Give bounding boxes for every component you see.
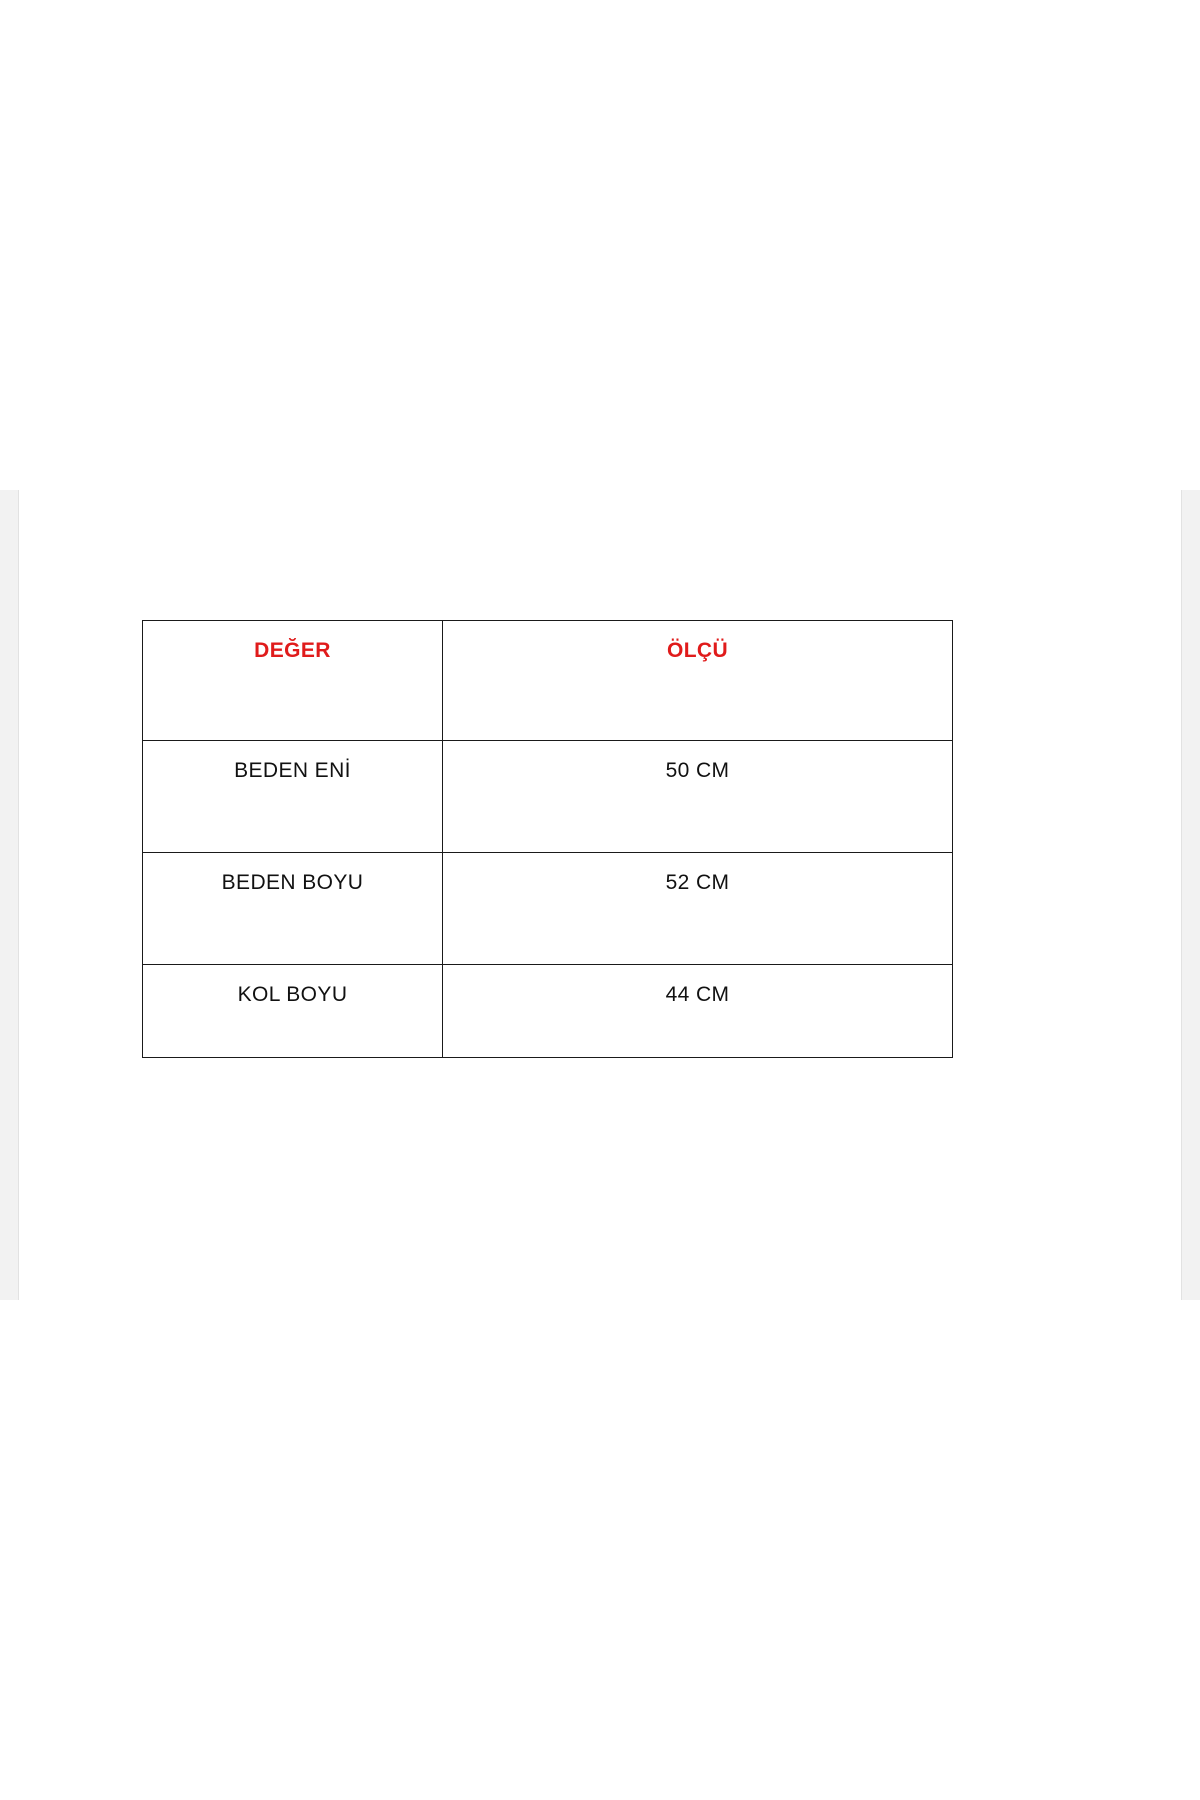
band-edge-line-right [1181,490,1182,1300]
table-row [143,741,953,853]
table-cell-value: 50 CM [443,741,953,853]
table-header-cell-measure: ÖLÇÜ [443,621,953,741]
table-cell-value: 52 CM [443,853,953,965]
table-cell-label: KOL BOYU [143,965,443,1058]
table-cell-label: BEDEN ENİ [143,741,443,853]
table-header-cell-value-name: DEĞER [143,621,443,741]
band-edge-line-left [18,490,19,1300]
table-row [143,965,953,1058]
table-cell-value: 44 CM [443,965,953,1058]
table-header-row [143,621,953,741]
table-row [143,853,953,965]
table-cell-label: BEDEN BOYU [143,853,443,965]
size-table [142,620,953,1058]
band-edge-right [1182,490,1200,1300]
band-edge-left [0,490,18,1300]
